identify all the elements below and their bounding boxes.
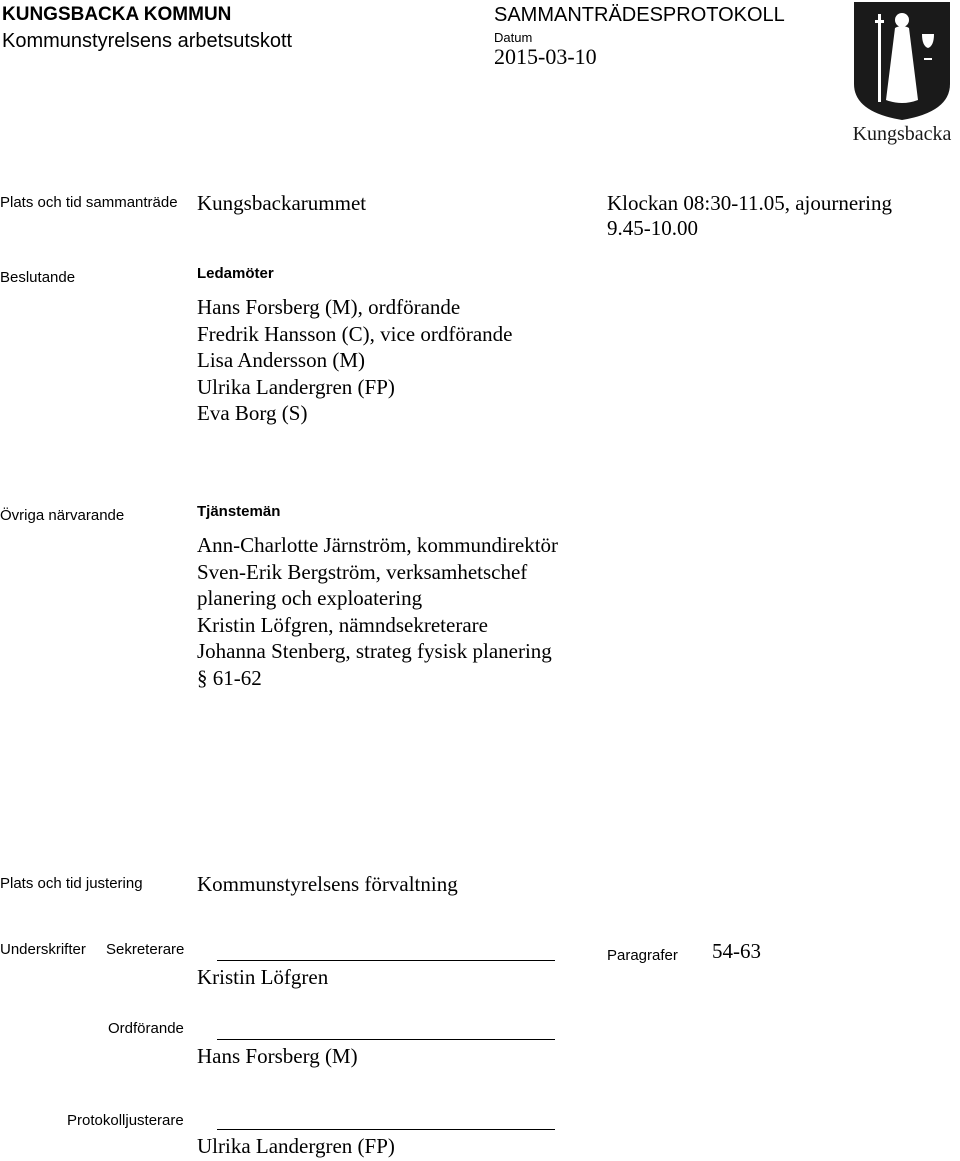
list-item: Ulrika Landergren (FP) [197,374,395,399]
logo-wordmark: Kungsbacka [852,123,952,145]
date-label: Datum [494,30,533,45]
secretary-signature-line [217,960,555,961]
list-item: Eva Borg (S) [197,401,308,425]
paragraph-note: § 61-62 [197,665,262,690]
secretary-name: Kristin Löfgren [197,965,329,989]
adjustment-place-label: Plats och tid justering [0,875,143,892]
paragraphs-value: 54-63 [712,939,761,963]
list-item: Kristin Löfgren, nämndsekreterare [197,612,488,637]
meeting-time-line1: Klockan 08:30-11.05, ajournering [607,191,892,215]
document-type: SAMMANTRÄDESPROTOKOLL [494,4,785,26]
committee-name: Kommunstyrelsens arbetsutskott [2,30,293,52]
list-item: planering och exploatering [197,586,423,610]
members-list [197,294,513,427]
signatures-label: Underskrifter [0,941,86,958]
chair-label: Ordförande [108,1020,184,1037]
meeting-place-label: Plats och tid sammanträde [0,194,178,211]
meeting-time-line2: 9.45-10.00 [607,216,698,240]
list-item: Ann-Charlotte Järnström, kommundirektör [197,533,559,557]
list-item: Johanna Stenberg, strateg fysisk planering [197,639,552,663]
adjustment-place-value: Kommunstyrelsens förvaltning [197,872,458,896]
decision-makers-label: Beslutande [0,269,76,286]
list-item: Hans Forsberg (M), ordförande [197,295,461,319]
municipality-logo [846,0,960,146]
members-heading: Ledamöter [197,265,274,282]
officials-list [197,532,558,691]
paragraphs-label: Paragrafer [607,947,678,964]
list-item: Fredrik Hansson (C), vice ordförande [197,321,513,346]
chair-signature-line [217,1039,555,1040]
others-present-label: Övriga närvarande [0,507,125,524]
date-value: 2015-03-10 [494,44,597,69]
adjuster-label: Protokolljusterare [67,1112,184,1129]
list-item: Lisa Andersson (M) [197,348,365,372]
coat-of-arms-icon [846,0,960,146]
list-item: Sven-Erik Bergström, verksamhetschef [197,559,528,584]
chair-name: Hans Forsberg (M) [197,1044,358,1068]
secretary-label: Sekreterare [106,941,185,958]
organization-name: KUNGSBACKA KOMMUN [2,4,232,25]
meeting-place-value: Kungsbackarummet [197,191,367,215]
adjuster-signature-line [217,1129,555,1130]
officials-heading: Tjänstemän [197,503,281,520]
adjuster-name: Ulrika Landergren (FP) [197,1134,395,1158]
